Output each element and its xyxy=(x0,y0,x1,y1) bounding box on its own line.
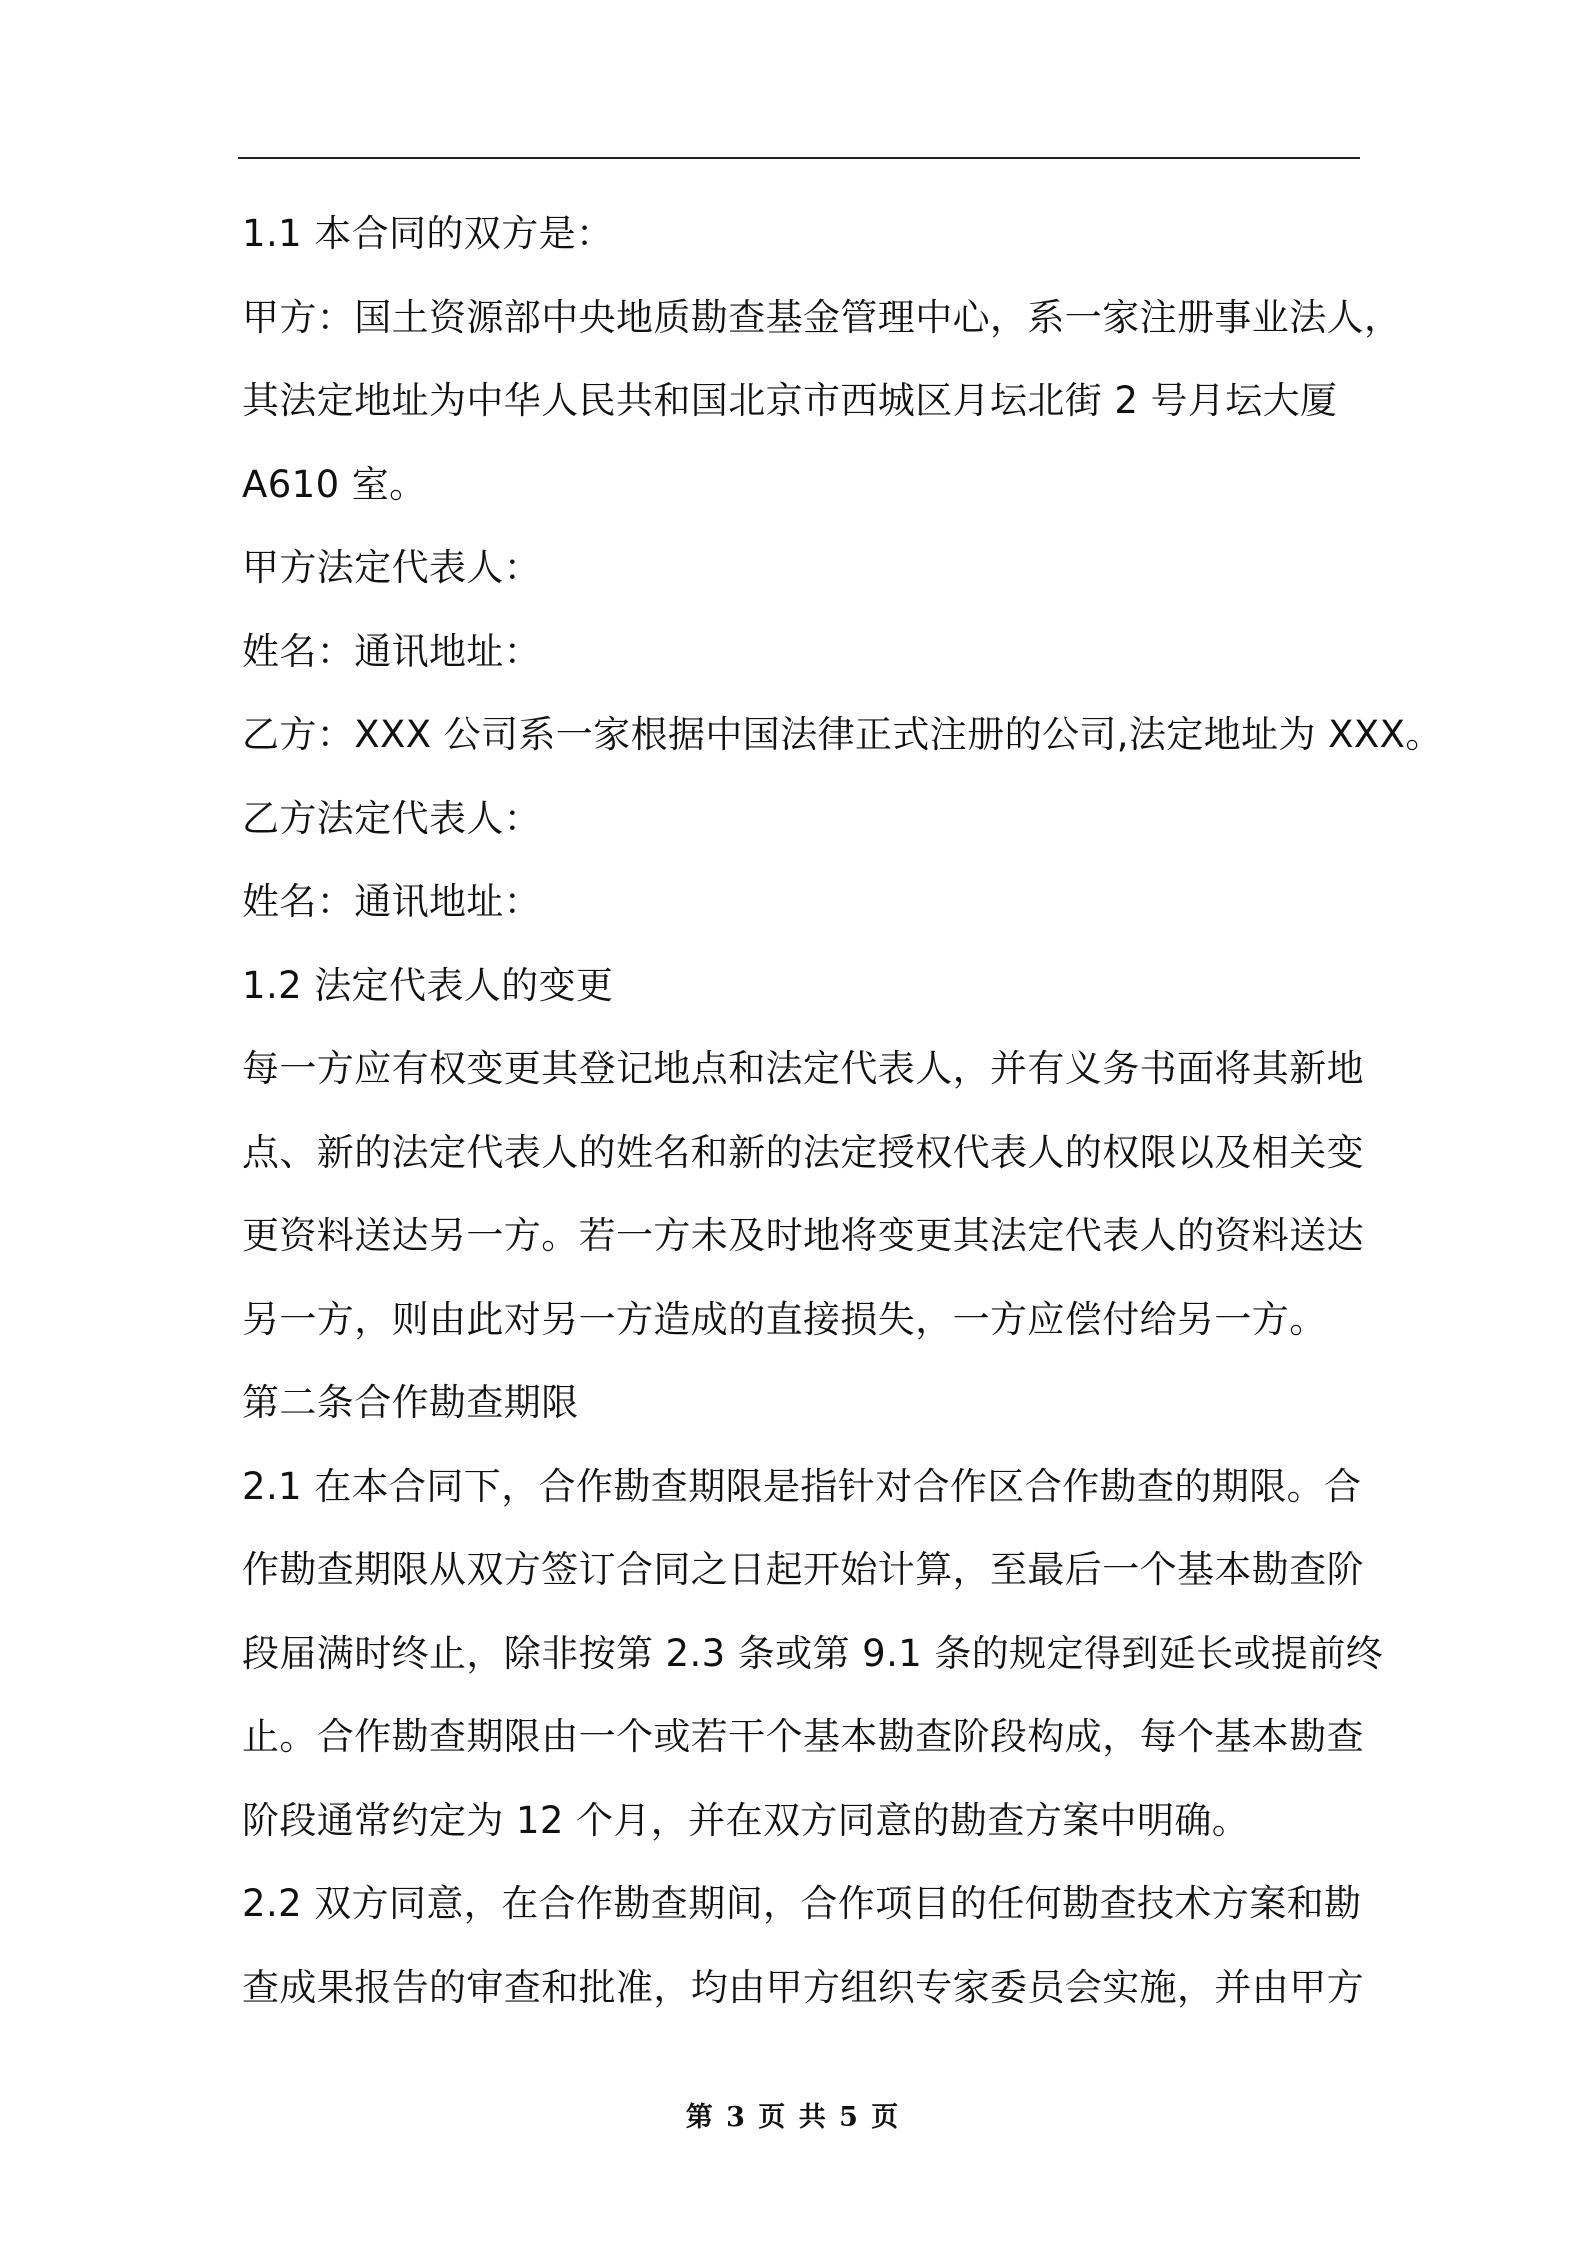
text-line: 1.1 本合同的双方是： xyxy=(242,212,614,255)
text-line: 作勘查期限从双方签订合同之日起开始计算，至最后一个基本勘查阶 xyxy=(242,1548,1364,1591)
text-line: 甲方：国土资源部中央地质勘查基金管理中心，系一家注册事业法人， xyxy=(242,295,1402,339)
text-line: 1.2 法定代表人的变更 xyxy=(242,963,614,1007)
text-line: 其法定地址为中华人民共和国北京市西城区月坛北街 2 号月坛大厦 xyxy=(242,379,1338,422)
text-line: 点、新的法定代表人的姓名和新的法定授权代表人的权限以及相关变 xyxy=(242,1130,1364,1174)
text-line: 乙方：XXX 公司系一家根据中国法律正式注册的公司,法定地址为 XXX。 xyxy=(242,713,1443,756)
text-line: 止。合作勘查期限由一个或若干个基本勘查阶段构成，每个基本勘查 xyxy=(242,1715,1364,1758)
text-line: 2.1 在本合同下，合作勘查期限是指针对合作区合作勘查的期限。合 xyxy=(242,1464,1362,1508)
text-line: 乙方法定代表人： xyxy=(242,796,542,840)
text-line: 第二条合作勘查期限 xyxy=(242,1381,579,1424)
text-line: 阶段通常约定为 12 个月，并在双方同意的勘查方案中明确。 xyxy=(242,1798,1250,1842)
text-line: 另一方，则由此对另一方造成的直接损失，一方应偿付给另一方。 xyxy=(242,1297,1327,1341)
text-line: 姓名：通讯地址： xyxy=(242,880,542,923)
document-body xyxy=(242,192,1443,2029)
text-line: A610 室。 xyxy=(242,462,427,506)
text-line: 姓名：通讯地址： xyxy=(242,629,542,673)
text-line: 更资料送达另一方。若一方未及时地将变更其法定代表人的资料送达 xyxy=(242,1214,1364,1257)
text-line: 每一方应有权变更其登记地点和法定代表人，并有义务书面将其新地 xyxy=(242,1047,1364,1090)
text-line: 段届满时终止，除非按第 2.3 条或第 9.1 条的规定得到延长或提前终 xyxy=(242,1631,1384,1675)
header-rule xyxy=(238,157,1360,159)
text-line: 甲方法定代表人： xyxy=(242,546,542,589)
text-line: 查成果报告的审查和批准，均由甲方组织专家委员会实施，并由甲方 xyxy=(242,1965,1364,2009)
text-line: 2.2 双方同意，在合作勘查期间，合作项目的任何勘查技术方案和勘 xyxy=(242,1882,1362,1925)
page-number: 第 3 页 共 5 页 xyxy=(685,2102,901,2133)
